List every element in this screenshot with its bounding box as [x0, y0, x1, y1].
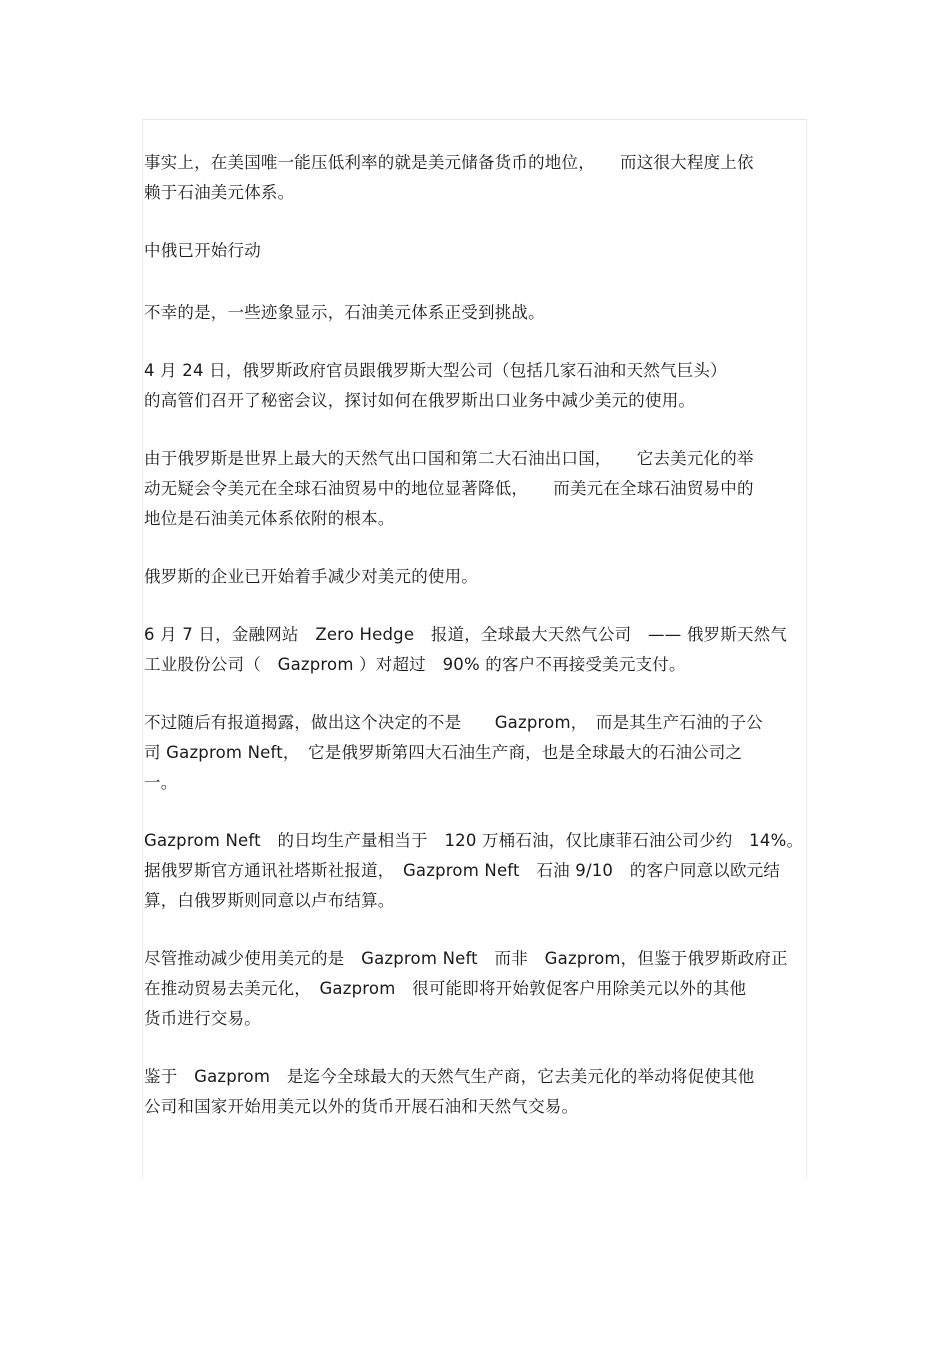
- paragraph-9: [144, 826, 809, 916]
- paragraph-line: 司 Gazprom Neft， 它是俄罗斯第四大石油生产商，也是全球最大的石油公司之: [144, 743, 743, 762]
- paragraph-line: 6 月 7 日，金融网站 Zero Hedge 报道，全球最大天然气公司 —— 俄罗斯天然气: [144, 625, 788, 644]
- paragraph-line: 赖于石油美元体系。: [144, 183, 295, 202]
- paragraph-line: 一。: [144, 773, 178, 792]
- paragraph-line: 俄罗斯的企业已开始着手减少对美元的使用。: [144, 567, 478, 586]
- paragraph-4: [144, 356, 809, 416]
- paragraph-line: 据俄罗斯官方通讯社塔斯社报道， Gazprom Neft 石油 9/10 的客户同意以欧元结: [144, 861, 781, 880]
- paragraph-11: [144, 1062, 809, 1122]
- paragraph-line: 动无疑会令美元在全球石油贸易中的地位显著降低， 而美元在全球石油贸易中的: [144, 479, 754, 498]
- paragraph-line: 工业股份公司（ Gazprom ）对超过 90% 的客户不再接受美元支付。: [144, 655, 686, 674]
- paragraph-line: 由于俄罗斯是世界上最大的天然气出口国和第二大石油出口国， 它去美元化的举: [144, 449, 754, 468]
- heading-line: 中俄已开始行动: [144, 241, 261, 260]
- paragraph-line: 鉴于 Gazprom 是迄今全球最大的天然气生产商，它去美元化的举动将促使其他: [144, 1067, 755, 1086]
- paragraph-line: 地位是石油美元体系依附的根本。: [144, 509, 395, 528]
- paragraph-line: 公司和国家开始用美元以外的货币开展石油和天然气交易。: [144, 1097, 579, 1116]
- paragraph-line: 不幸的是，一些迹象显示，石油美元体系正受到挑战。: [144, 303, 545, 322]
- paragraph-line: 算，白俄罗斯则同意以卢布结算。: [144, 891, 395, 910]
- paragraph-10: [144, 944, 809, 1034]
- paragraph-line: 在推动贸易去美元化， Gazprom 很可能即将开始敦促客户用除美元以外的其他: [144, 979, 747, 998]
- document-body: [144, 148, 809, 1150]
- paragraph-line: 不过随后有报道揭露，做出这个决定的不是 Gazprom， 而是其生产石油的子公: [144, 713, 763, 732]
- paragraph-6: [144, 562, 809, 592]
- paragraph-5: [144, 444, 809, 534]
- paragraph-line: 的高管们召开了秘密会议，探讨如何在俄罗斯出口业务中减少美元的使用。: [144, 391, 696, 410]
- paragraph-3: [144, 298, 809, 328]
- paragraph-line: 货币进行交易。: [144, 1009, 261, 1028]
- paragraph-1: [144, 148, 809, 208]
- paragraph-7: [144, 620, 809, 680]
- paragraph-line: 尽管推动减少使用美元的是 Gazprom Neft 而非 Gazprom，但鉴于俄罗斯政府正: [144, 949, 788, 968]
- paragraph-line: 4 月 24 日，俄罗斯政府官员跟俄罗斯大型公司（包括几家石油和天然气巨头）: [144, 361, 727, 380]
- paragraph-line: Gazprom Neft 的日均生产量相当于 120 万桶石油，仅比康菲石油公司少约 14%。: [144, 831, 804, 850]
- paragraph-8: [144, 708, 809, 798]
- paragraph-line: 事实上，在美国唯一能压低利率的就是美元储备货币的地位， 而这很大程度上依: [144, 153, 754, 172]
- section-heading: [144, 236, 809, 266]
